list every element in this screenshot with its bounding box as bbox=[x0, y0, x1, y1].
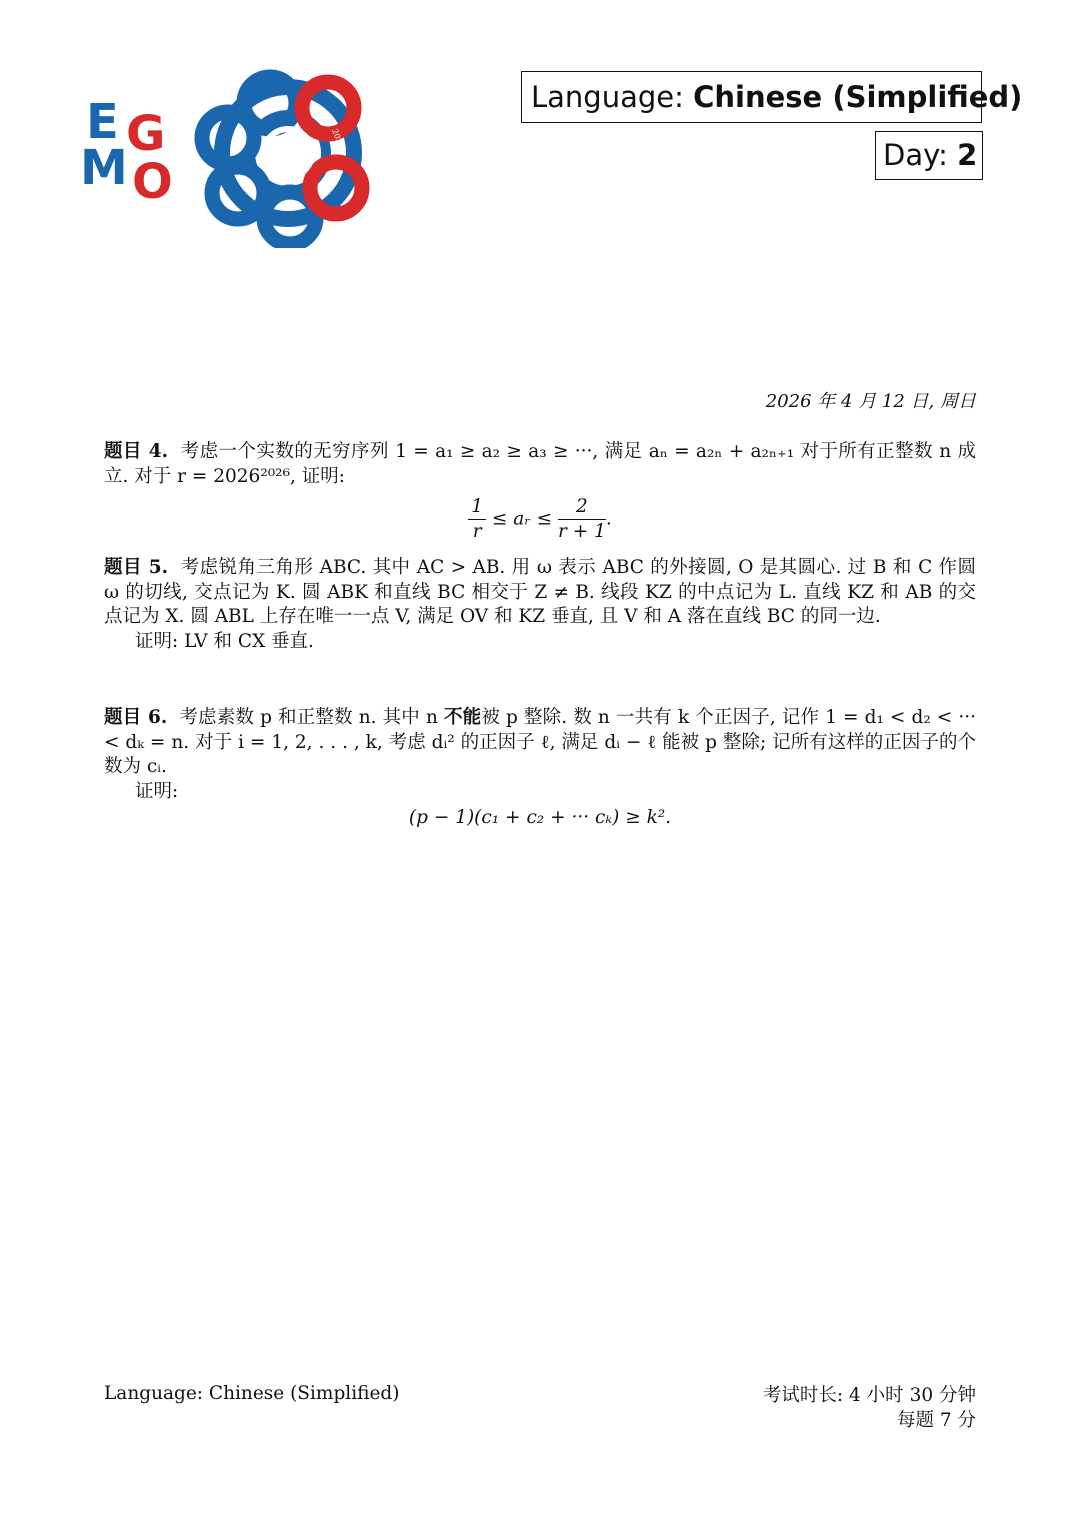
problem-6-statement bbox=[104, 706, 976, 780]
frac-left-den: r bbox=[472, 521, 482, 542]
formula-fraction-right bbox=[558, 495, 606, 544]
problem-4-formula bbox=[104, 495, 976, 544]
problem-6-text-after: 被 p 整除. 数 n 一共有 k 个正因子, 记作 1 = d₁ < d₂ < ··· < dₖ = n. 对于 i = 1, 2, . . . , k, 考虑 dᵢ² 的正因子 ℓ, 满足 dᵢ − ℓ 能被 p 整除; 记所有这样的正因子的个数为 cᵢ. bbox=[104, 707, 976, 777]
problem-4-number: 题目 4. bbox=[104, 441, 169, 462]
egmo-logo-graphic bbox=[78, 58, 388, 248]
problem-6-number: 题目 6. bbox=[104, 707, 168, 728]
formula-fraction-left bbox=[468, 495, 486, 544]
logo-letter-g: G bbox=[126, 106, 166, 162]
problem-5-proof: 证明: LV 和 CX 垂直. bbox=[135, 630, 314, 652]
logo-letter-o: O bbox=[132, 154, 173, 210]
frac-left-num: 1 bbox=[468, 495, 486, 520]
problem-6-formula: (p − 1)(c₁ + c₂ + ··· cₖ) ≥ k². bbox=[408, 807, 672, 828]
frac-right-num: 2 bbox=[558, 495, 606, 520]
problem-4-text: 考虑一个实数的无穷序列 1 = a₁ ≥ a₂ ≥ a₃ ≥ ···, 满足 aₙ = a₂ₙ + a₂ₙ₊₁ 对于所有正整数 n 成立. 对于 r = 2026²⁰²⁶, 证明: bbox=[104, 441, 976, 487]
logo-year: 2026 bbox=[330, 127, 346, 150]
day-box bbox=[875, 131, 983, 180]
formula-end: . bbox=[605, 508, 612, 530]
problem-4-statement bbox=[104, 440, 976, 489]
footer-duration: 考试时长: 4 小时 30 分钟 bbox=[762, 1385, 976, 1406]
problem-5-statement bbox=[104, 556, 976, 630]
formula-middle: ≤ aᵣ ≤ bbox=[491, 508, 553, 530]
logo-letter-m: M bbox=[80, 140, 128, 196]
knot-ring-icon bbox=[202, 77, 362, 244]
problem-4 bbox=[104, 440, 976, 544]
day-label: Day: bbox=[883, 138, 958, 172]
footer-language: Language: Chinese (Simplified) bbox=[104, 1383, 400, 1404]
frac-right-den: r + 1 bbox=[558, 521, 606, 542]
problem-6-text-bold: 不能 bbox=[443, 707, 482, 728]
egmo-logo bbox=[78, 58, 388, 248]
language-value: Chinese (Simplified) bbox=[693, 80, 1023, 114]
problem-6-text-before: 考虑素数 p 和正整数 n. 其中 n bbox=[179, 707, 444, 728]
logo-letter-e: E bbox=[86, 94, 119, 150]
problem-5-text: 考虑锐角三角形 ABC. 其中 AC > AB. 用 ω 表示 ABC 的外接圆, O 是其圆心. 过 B 和 C 作圆 ω 的切线, 交点记为 K. 圆 ABK 和直线 BC 相交于 Z ≠ B. 线段 KZ 的中点记为 L. 直线 KZ 和 AB 的交点记为 X. 圆 ABL 上存在唯一一点 V, 满足 OV 和 KZ 垂直, 且 V 和 A 落在直线 BC 的同一边. bbox=[104, 557, 976, 627]
problem-5 bbox=[104, 556, 976, 654]
problem-6 bbox=[104, 706, 976, 831]
problem-6-proof-label: 证明: bbox=[135, 780, 179, 802]
footer-info bbox=[763, 1383, 976, 1433]
language-box bbox=[521, 71, 1023, 123]
language-label: Language: bbox=[531, 80, 694, 114]
exam-date: 2026 年 4 月 12 日, 周日 bbox=[765, 391, 976, 412]
day-value: 2 bbox=[957, 138, 978, 172]
footer-points: 每题 7 分 bbox=[896, 1410, 976, 1431]
problem-5-number: 题目 5. bbox=[104, 557, 169, 578]
